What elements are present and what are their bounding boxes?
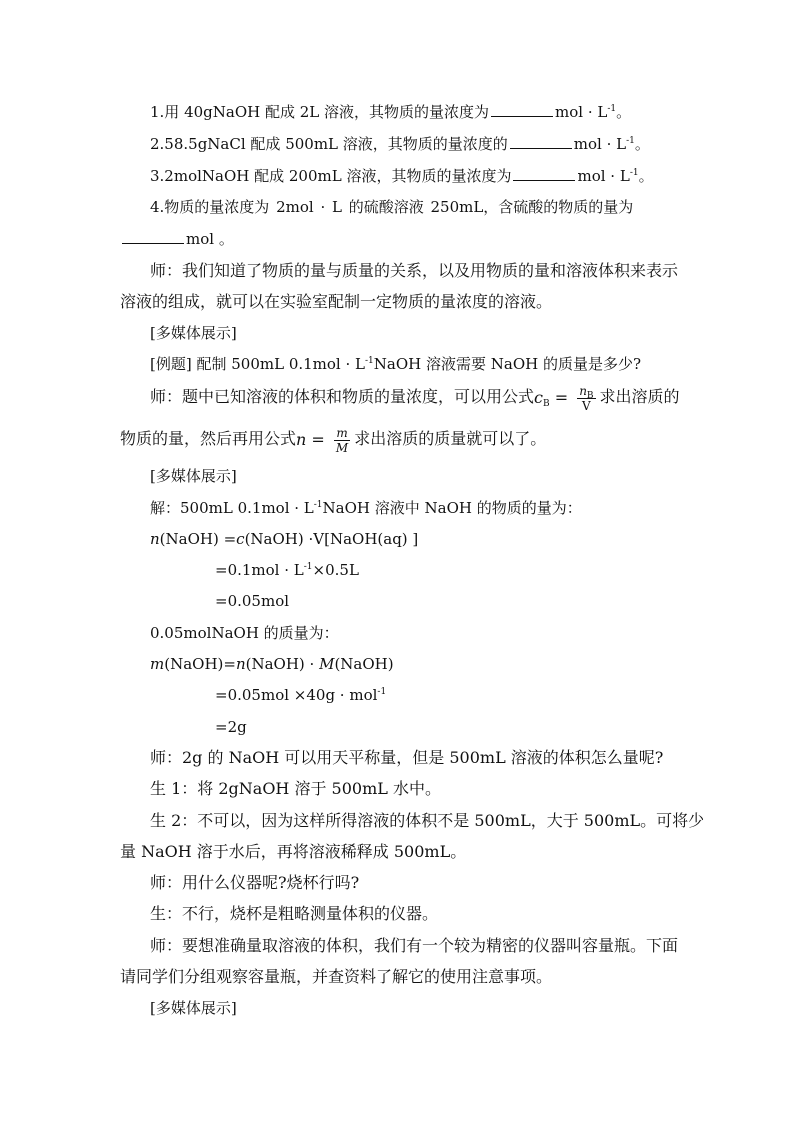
multimedia-label: [多媒体展示]: [150, 467, 237, 485]
solution-equation-2-step: =0.05mol ×40g · mol$^{-1}$: [215, 686, 387, 704]
solution-mass-intro: 0.05molNaOH 的质量为：: [150, 624, 339, 642]
solution-equation-1-step: $=0.1mol \cdot L^{-1}\times 0.5L$: [215, 561, 359, 579]
solution-equation-1-result: =0.05mol: [215, 592, 290, 610]
exercise-3: 3.2molNaOH 配成 200mL 溶液，其物质的量浓度为 mol · $L^{-1}$。: [150, 167, 654, 185]
solution-equation-1: n(NaOH) =c(NaOH) ·V[NaOH(aq) ]: [150, 530, 419, 548]
teacher-remark-5: 师：要想准确量取溶液的体积，我们有一个较为精密的仪器叫容量瓶。下面: [150, 936, 679, 955]
exercise-2: 2.58.5gNaCl 配成 500mL 溶液，其物质的量浓度的 mol · $L^{-1}$。: [150, 135, 650, 153]
teacher-remark-3: 师：2g 的 NaOH 可以用天平称量，但是 500mL 溶液的体积怎么量呢?: [150, 748, 664, 767]
exercise-4: 4.物质的量浓度为 2mol · L 的硫酸溶液 250mL，含硫酸的物质的量为: [150, 198, 634, 216]
teacher-remark-2: 师：题中已知溶液的体积和物质的量浓度，可以用公式$c_B$ = $\frac{n_B}{V}$ 求出溶质的: [150, 380, 680, 415]
student-2-answer-cont: 量 NaOH 溶于水后，再将溶液稀释成 500mL。: [120, 842, 467, 861]
multimedia-label: [多媒体展示]: [150, 999, 237, 1017]
solution-intro: 解：500mL $0.1mol \cdot L^{-1}NaOH$ 溶液中 NaOH 的物质的量为：: [150, 499, 582, 517]
concentration-formula: $c_B$ = $\frac{n_B}{V}$: [534, 383, 594, 413]
example-question: [例题] 配制 500mL $0.1mol \cdot L^{-1}NaOH$ 溶液需要 NaOH 的质量是多少?: [150, 355, 642, 373]
exercise-4-cont: mol 。: [120, 228, 234, 250]
student-1-answer: 生 1：将 2gNaOH 溶于 500mL 水中。: [150, 779, 441, 798]
exercise-1: 1.用 40gNaOH 配成 2L 溶液，其物质的量浓度为 mol · $L^{-1}$。: [150, 103, 632, 121]
answer-blank: [491, 101, 553, 117]
solution-equation-2-result: =2g: [215, 718, 247, 736]
answer-blank: [122, 228, 184, 244]
mass-formula: n = $\frac{m}{M}$: [296, 425, 349, 455]
teacher-remark-4: 师：用什么仪器呢?烧杯行吗?: [150, 873, 360, 892]
teacher-remark-1-cont: 溶液的组成，就可以在实验室配制一定物质的量浓度的溶液。: [120, 292, 553, 311]
student-answer: 生：不行，烧杯是粗略测量体积的仪器。: [150, 904, 439, 923]
answer-blank: [510, 133, 572, 149]
student-2-answer: 生 2：不可以，因为这样所得溶液的体积不是 500mL，大于 500mL。可将少: [150, 811, 705, 830]
teacher-remark-2-cont: 物质的量，然后再用公式n = $\frac{m}{M}$ 求出溶质的质量就可以了。: [120, 422, 546, 457]
solution-equation-2: m(NaOH)=n(NaOH) · M(NaOH): [150, 655, 394, 673]
teacher-remark-5-cont: 请同学们分组观察容量瓶，并查资料了解它的使用注意事项。: [120, 967, 553, 986]
multimedia-label: [多媒体展示]: [150, 324, 237, 342]
teacher-remark-1: 师：我们知道了物质的量与质量的关系，以及用物质的量和溶液体积来表示: [150, 261, 679, 280]
answer-blank: [513, 165, 575, 181]
